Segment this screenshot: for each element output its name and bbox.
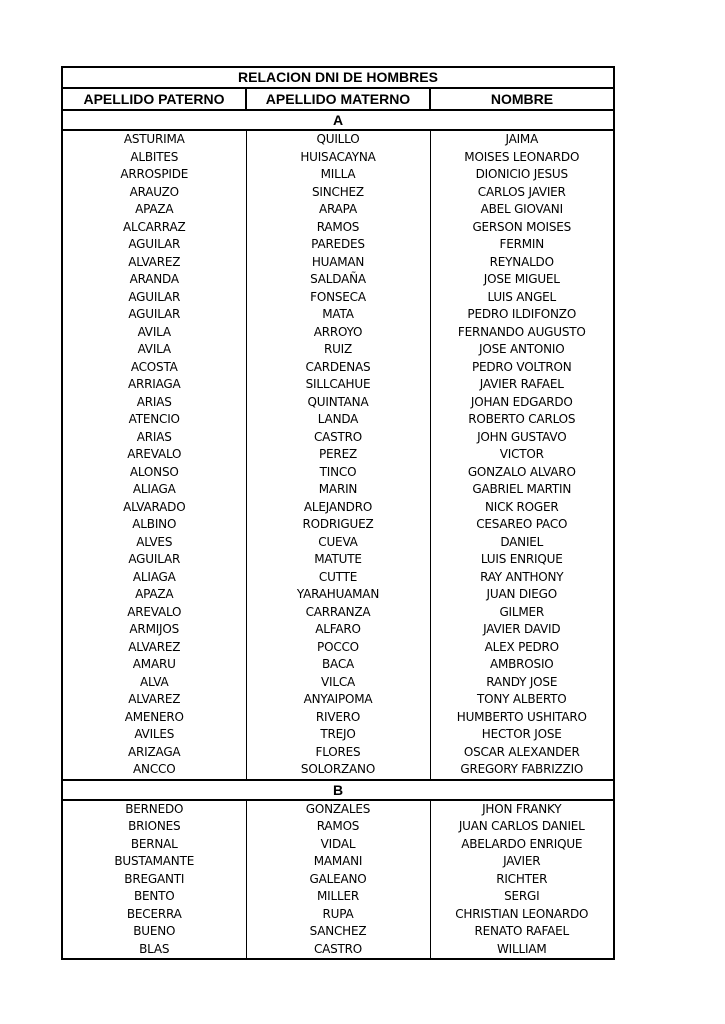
cell-nombre: MOISES LEONARDO (430, 149, 614, 167)
table-row (62, 201, 614, 219)
table-row (62, 604, 614, 622)
table-row (62, 871, 614, 889)
cell-apellido-materno: CUTTE (246, 569, 430, 587)
cell-apellido-paterno: ALBITES (62, 149, 246, 167)
table-row (62, 516, 614, 534)
cell-apellido-materno: MATA (246, 306, 430, 324)
cell-apellido-paterno: ALVES (62, 534, 246, 552)
table-row (62, 656, 614, 674)
cell-nombre: WILLIAM (430, 941, 614, 960)
cell-nombre: CHRISTIAN LEONARDO (430, 906, 614, 924)
cell-apellido-materno: MILLA (246, 166, 430, 184)
table-title: RELACION DNI DE HOMBRES (62, 67, 614, 88)
cell-apellido-materno: GALEANO (246, 871, 430, 889)
cell-apellido-materno: PAREDES (246, 236, 430, 254)
cell-nombre: GREGORY FABRIZZIO (430, 761, 614, 780)
cell-nombre: AMBROSIO (430, 656, 614, 674)
cell-apellido-paterno: AVILA (62, 324, 246, 342)
section-letter: A (62, 110, 614, 130)
cell-apellido-paterno: ALVAREZ (62, 691, 246, 709)
table-row (62, 446, 614, 464)
cell-apellido-materno: RAMOS (246, 818, 430, 836)
cell-nombre: JUAN DIEGO (430, 586, 614, 604)
cell-apellido-paterno: BERNEDO (62, 800, 246, 819)
cell-apellido-paterno: ARMIJOS (62, 621, 246, 639)
dni-table (61, 66, 615, 960)
cell-apellido-materno: CARDENAS (246, 359, 430, 377)
cell-nombre: CESAREO PACO (430, 516, 614, 534)
section-b (62, 780, 614, 960)
cell-apellido-materno: MILLER (246, 888, 430, 906)
cell-nombre: HUMBERTO USHITARO (430, 709, 614, 727)
cell-apellido-paterno: AMENERO (62, 709, 246, 727)
cell-nombre: JUAN CARLOS DANIEL (430, 818, 614, 836)
table-row (62, 888, 614, 906)
table-row (62, 941, 614, 960)
table-row (62, 726, 614, 744)
table-row (62, 674, 614, 692)
cell-apellido-paterno: APAZA (62, 586, 246, 604)
cell-apellido-paterno: BRIONES (62, 818, 246, 836)
cell-apellido-paterno: ARRIAGA (62, 376, 246, 394)
table-row (62, 534, 614, 552)
cell-apellido-materno: SOLORZANO (246, 761, 430, 780)
cell-apellido-materno: PEREZ (246, 446, 430, 464)
header-apellido-paterno: APELLIDO PATERNO (62, 88, 246, 110)
cell-nombre: JAVIER (430, 853, 614, 871)
cell-apellido-paterno: BUSTAMANTE (62, 853, 246, 871)
table-row (62, 818, 614, 836)
cell-nombre: LUIS ENRIQUE (430, 551, 614, 569)
cell-apellido-paterno: ACOSTA (62, 359, 246, 377)
cell-apellido-materno: HUAMAN (246, 254, 430, 272)
cell-nombre: GABRIEL MARTIN (430, 481, 614, 499)
table-row (62, 289, 614, 307)
cell-apellido-paterno: AGUILAR (62, 306, 246, 324)
cell-apellido-materno: ALEJANDRO (246, 499, 430, 517)
cell-apellido-materno: FONSECA (246, 289, 430, 307)
table-row (62, 551, 614, 569)
table-row (62, 586, 614, 604)
cell-apellido-materno: LANDA (246, 411, 430, 429)
table-row (62, 499, 614, 517)
table-row (62, 709, 614, 727)
cell-apellido-paterno: ALVA (62, 674, 246, 692)
table-row (62, 744, 614, 762)
cell-nombre: ALEX PEDRO (430, 639, 614, 657)
cell-apellido-materno: QUILLO (246, 130, 430, 149)
cell-apellido-paterno: BUENO (62, 923, 246, 941)
cell-nombre: JOHAN EDGARDO (430, 394, 614, 412)
table-row (62, 394, 614, 412)
section-header-row (62, 110, 614, 130)
cell-nombre: GERSON MOISES (430, 219, 614, 237)
cell-apellido-materno: QUINTANA (246, 394, 430, 412)
cell-nombre: REYNALDO (430, 254, 614, 272)
table-row (62, 254, 614, 272)
cell-apellido-materno: GONZALES (246, 800, 430, 819)
cell-apellido-paterno: ATENCIO (62, 411, 246, 429)
cell-apellido-paterno: ALVAREZ (62, 639, 246, 657)
cell-apellido-materno: ALFARO (246, 621, 430, 639)
cell-apellido-materno: TREJO (246, 726, 430, 744)
table-row (62, 236, 614, 254)
cell-apellido-paterno: AVILA (62, 341, 246, 359)
cell-apellido-paterno: AVILES (62, 726, 246, 744)
cell-apellido-materno: POCCO (246, 639, 430, 657)
cell-apellido-materno: RUPA (246, 906, 430, 924)
cell-apellido-materno: CUEVA (246, 534, 430, 552)
cell-apellido-paterno: ALVAREZ (62, 254, 246, 272)
cell-nombre: VICTOR (430, 446, 614, 464)
cell-nombre: FERNANDO AUGUSTO (430, 324, 614, 342)
cell-apellido-materno: VIDAL (246, 836, 430, 854)
cell-nombre: DANIEL (430, 534, 614, 552)
cell-nombre: SERGI (430, 888, 614, 906)
cell-apellido-paterno: ARROSPIDE (62, 166, 246, 184)
table-row (62, 836, 614, 854)
cell-apellido-paterno: ALONSO (62, 464, 246, 482)
cell-nombre: ABEL GIOVANI (430, 201, 614, 219)
cell-nombre: RICHTER (430, 871, 614, 889)
cell-apellido-paterno: AGUILAR (62, 551, 246, 569)
cell-apellido-paterno: ARAUZO (62, 184, 246, 202)
table-row (62, 621, 614, 639)
cell-apellido-paterno: ARIAS (62, 394, 246, 412)
cell-apellido-materno: CASTRO (246, 429, 430, 447)
cell-apellido-paterno: BENTO (62, 888, 246, 906)
cell-nombre: DIONICIO JESUS (430, 166, 614, 184)
cell-nombre: GONZALO ALVARO (430, 464, 614, 482)
cell-nombre: TONY ALBERTO (430, 691, 614, 709)
cell-apellido-paterno: BREGANTI (62, 871, 246, 889)
cell-nombre: RENATO RAFAEL (430, 923, 614, 941)
cell-apellido-materno: SILLCAHUE (246, 376, 430, 394)
cell-apellido-materno: SALDAÑA (246, 271, 430, 289)
cell-nombre: ABELARDO ENRIQUE (430, 836, 614, 854)
cell-apellido-paterno: AGUILAR (62, 236, 246, 254)
cell-apellido-materno: BACA (246, 656, 430, 674)
section-a (62, 110, 614, 780)
cell-apellido-paterno: ALCARRAZ (62, 219, 246, 237)
table-row (62, 639, 614, 657)
cell-nombre: NICK ROGER (430, 499, 614, 517)
cell-apellido-materno: RODRIGUEZ (246, 516, 430, 534)
cell-nombre: LUIS ANGEL (430, 289, 614, 307)
cell-apellido-paterno: ARIAS (62, 429, 246, 447)
cell-apellido-materno: TINCO (246, 464, 430, 482)
cell-apellido-materno: VILCA (246, 674, 430, 692)
table-row (62, 481, 614, 499)
cell-apellido-materno: SINCHEZ (246, 184, 430, 202)
table-row (62, 411, 614, 429)
cell-nombre: HECTOR JOSE (430, 726, 614, 744)
cell-apellido-materno: MARIN (246, 481, 430, 499)
cell-nombre: JOHN GUSTAVO (430, 429, 614, 447)
table-row (62, 923, 614, 941)
cell-apellido-materno: SANCHEZ (246, 923, 430, 941)
table-row (62, 800, 614, 819)
cell-apellido-materno: MAMANI (246, 853, 430, 871)
cell-apellido-materno: ANYAIPOMA (246, 691, 430, 709)
cell-apellido-paterno: AMARU (62, 656, 246, 674)
cell-apellido-materno: ARAPA (246, 201, 430, 219)
table-row (62, 324, 614, 342)
title-row (62, 67, 614, 88)
cell-apellido-materno: CASTRO (246, 941, 430, 960)
cell-nombre: ROBERTO CARLOS (430, 411, 614, 429)
table-row (62, 761, 614, 780)
cell-nombre: JHON FRANKY (430, 800, 614, 819)
cell-apellido-paterno: AGUILAR (62, 289, 246, 307)
table-row (62, 306, 614, 324)
cell-nombre: JAVIER RAFAEL (430, 376, 614, 394)
table-row (62, 184, 614, 202)
cell-nombre: PEDRO ILDIFONZO (430, 306, 614, 324)
cell-nombre: FERMIN (430, 236, 614, 254)
section-letter: B (62, 780, 614, 800)
header-nombre: NOMBRE (430, 88, 614, 110)
cell-apellido-paterno: ALIAGA (62, 481, 246, 499)
table-row (62, 853, 614, 871)
cell-nombre: JAVIER DAVID (430, 621, 614, 639)
table-row (62, 464, 614, 482)
table-row (62, 569, 614, 587)
cell-apellido-paterno: ALBINO (62, 516, 246, 534)
cell-apellido-paterno: AREVALO (62, 604, 246, 622)
cell-apellido-materno: YARAHUAMAN (246, 586, 430, 604)
cell-nombre: PEDRO VOLTRON (430, 359, 614, 377)
cell-apellido-paterno: ARIZAGA (62, 744, 246, 762)
cell-apellido-paterno: BERNAL (62, 836, 246, 854)
cell-nombre: JAIMA (430, 130, 614, 149)
cell-apellido-materno: RUIZ (246, 341, 430, 359)
section-header-row (62, 780, 614, 800)
cell-apellido-materno: FLORES (246, 744, 430, 762)
cell-apellido-materno: MATUTE (246, 551, 430, 569)
cell-apellido-paterno: ALIAGA (62, 569, 246, 587)
table-row (62, 906, 614, 924)
cell-nombre: OSCAR ALEXANDER (430, 744, 614, 762)
cell-apellido-materno: CARRANZA (246, 604, 430, 622)
cell-nombre: JOSE MIGUEL (430, 271, 614, 289)
table-row (62, 219, 614, 237)
table-row (62, 691, 614, 709)
cell-apellido-materno: RIVERO (246, 709, 430, 727)
cell-apellido-materno: ARROYO (246, 324, 430, 342)
table-row (62, 166, 614, 184)
cell-apellido-paterno: ANCCO (62, 761, 246, 780)
cell-apellido-paterno: ARANDA (62, 271, 246, 289)
table-row (62, 341, 614, 359)
cell-apellido-materno: HUISACAYNA (246, 149, 430, 167)
cell-nombre: GILMER (430, 604, 614, 622)
cell-apellido-paterno: ALVARADO (62, 499, 246, 517)
table-row (62, 271, 614, 289)
cell-apellido-paterno: BECERRA (62, 906, 246, 924)
table-row (62, 359, 614, 377)
cell-apellido-paterno: AREVALO (62, 446, 246, 464)
table-row (62, 429, 614, 447)
table-row (62, 376, 614, 394)
header-row (62, 88, 614, 110)
cell-apellido-paterno: BLAS (62, 941, 246, 960)
cell-apellido-paterno: APAZA (62, 201, 246, 219)
cell-nombre: CARLOS JAVIER (430, 184, 614, 202)
header-apellido-materno: APELLIDO MATERNO (246, 88, 430, 110)
cell-nombre: RAY ANTHONY (430, 569, 614, 587)
cell-apellido-materno: RAMOS (246, 219, 430, 237)
cell-nombre: RANDY JOSE (430, 674, 614, 692)
cell-nombre: JOSE ANTONIO (430, 341, 614, 359)
cell-apellido-paterno: ASTURIMA (62, 130, 246, 149)
table-row (62, 130, 614, 149)
table-row (62, 149, 614, 167)
